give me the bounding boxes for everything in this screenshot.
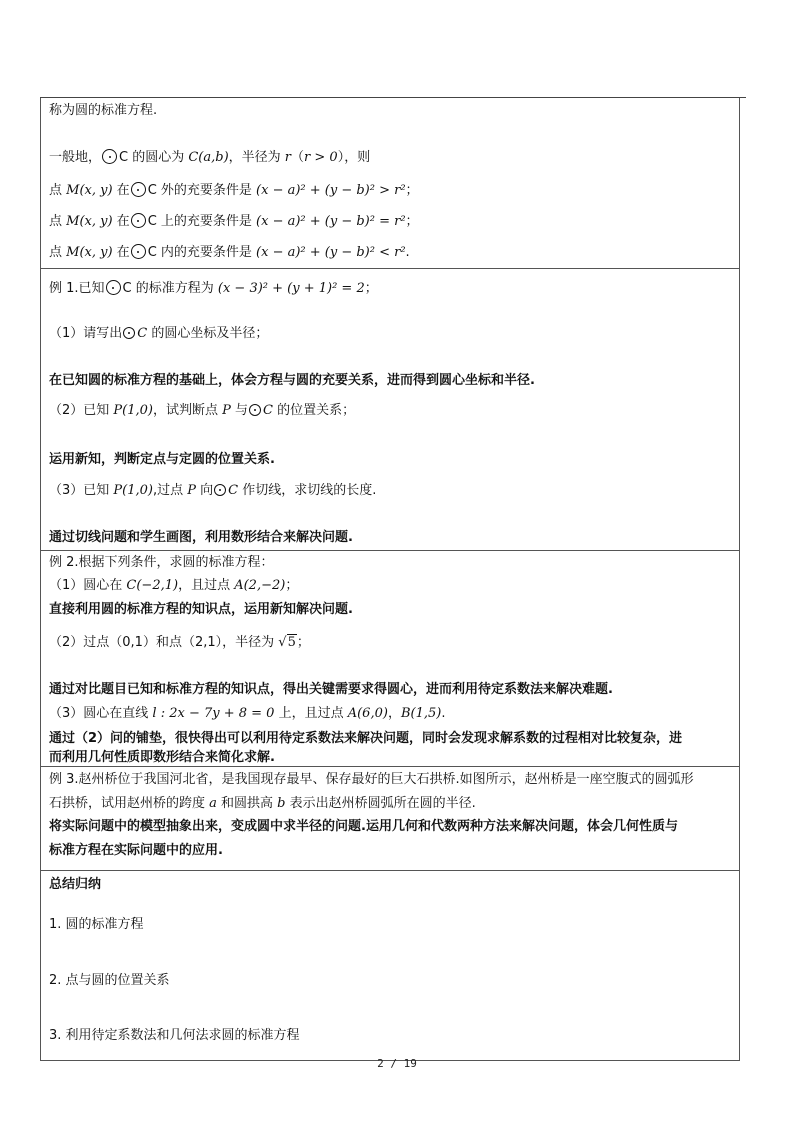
definition-line-1: 称为圆的标准方程. — [49, 103, 158, 118]
condition-outside: 点 M(x, y) 在 C 外的充要条件是 (x − a)² + (y − b)² > r²； — [49, 183, 419, 198]
page-number: 2 / 19 — [377, 1057, 417, 1070]
condition-inside: 点 M(x, y) 在 C 内的充要条件是 (x − a)² + (y − b)² < r². — [49, 245, 410, 260]
example-3-note-a: 将实际问题中的模型抽象出来，变成圆中求半径的问题.运用几何和代数两种方法来解决问题，体会几何性质与 — [49, 819, 678, 834]
circle-dot-icon — [102, 149, 117, 164]
example-2-question-1: （1）圆心在 C(−2,1)，且过点 A(2,−2)； — [49, 578, 299, 593]
example-1-note-2: 运用新知，判断定点与定圆的位置关系. — [49, 452, 275, 467]
example-1-question-3: （3）已知 P(1,0),过点 P 向 C 作切线，求切线的长度. — [49, 483, 377, 498]
circle-dot-icon — [131, 182, 146, 197]
summary-item-1: 1. 圆的标准方程 — [49, 917, 144, 932]
definition-cell — [41, 98, 739, 268]
circle-dot-icon — [131, 213, 146, 228]
example-2-question-3: （3）圆心在直线 l : 2x − 7y + 8 = 0 上，且过点 A(6,0)，B(1,5). — [49, 706, 446, 721]
summary-item-2: 2. 点与圆的位置关系 — [49, 973, 170, 988]
example-2-stem: 例 2.根据下列条件，求圆的标准方程： — [49, 555, 274, 570]
example-2-note-3a: 通过（2）问的铺垫，很快得出可以利用待定系数法来解决问题，同时会发现求解系数的过程相对比较复杂，进 — [49, 731, 683, 746]
circle-dot-icon — [249, 404, 261, 416]
example-2-question-2: （2）过点（0,1）和点（2,1），半径为 √5； — [49, 635, 310, 650]
example-1-cell — [41, 268, 739, 550]
square-root: √5 — [278, 635, 296, 650]
circle-dot-icon — [123, 327, 135, 339]
example-2-note-2: 通过对比题目已知和标准方程的知识点，得出关键需要求得圆心，进而利用待定系数法来解决难题. — [49, 682, 613, 697]
circle-dot-icon — [131, 244, 146, 259]
example-1-note-3: 通过切线问题和学生画图，利用数形结合来解决问题. — [49, 530, 353, 545]
example-1-question-1: （1）请写出 C 的圆心坐标及半径； — [49, 326, 269, 341]
example-2-cell — [41, 550, 739, 766]
example-3-stem-1: 例 3.赵州桥位于我国河北省，是我国现存最早、保存最好的巨大石拱桥.如图所示，赵州桥是一座空腹式的圆弧形 — [49, 772, 694, 787]
example-1-question-2: （2）已知 P(1,0)，试判断点 P 与 C 的位置关系； — [49, 403, 356, 418]
example-3-stem-2: 石拱桥，试用赵州桥的跨度 a 和圆拱高 b 表示出赵州桥圆弧所在圆的半径. — [49, 796, 476, 811]
condition-on: 点 M(x, y) 在 C 上的充要条件是 (x − a)² + (y − b)² = r²； — [49, 214, 419, 229]
summary-title: 总结归纳 — [49, 877, 102, 892]
example-1-note-1: 在已知圆的标准方程的基础上，体会方程与圆的充要关系，进而得到圆心坐标和半径. — [49, 373, 535, 388]
example-2-note-1: 直接利用圆的标准方程的知识点，运用新知解决问题. — [49, 602, 353, 617]
definition-line-2: 一般地， C 的圆心为 C(a,b)，半径为 r（r > 0），则 — [49, 150, 371, 165]
lesson-table — [40, 98, 740, 1061]
summary-cell — [41, 870, 739, 1060]
example-2-note-3b: 而利用几何性质即数形结合来简化求解. — [49, 750, 275, 765]
summary-item-3: 3. 利用待定系数法和几何法求圆的标准方程 — [49, 1028, 300, 1043]
circle-dot-icon — [106, 280, 121, 295]
example-3-note-b: 标准方程在实际问题中的应用. — [49, 843, 223, 858]
example-3-cell — [41, 766, 739, 870]
circle-dot-icon — [214, 484, 226, 496]
example-1-stem: 例 1.已知 C 的标准方程为 (x − 3)² + (y + 1)² = 2； — [49, 281, 378, 296]
